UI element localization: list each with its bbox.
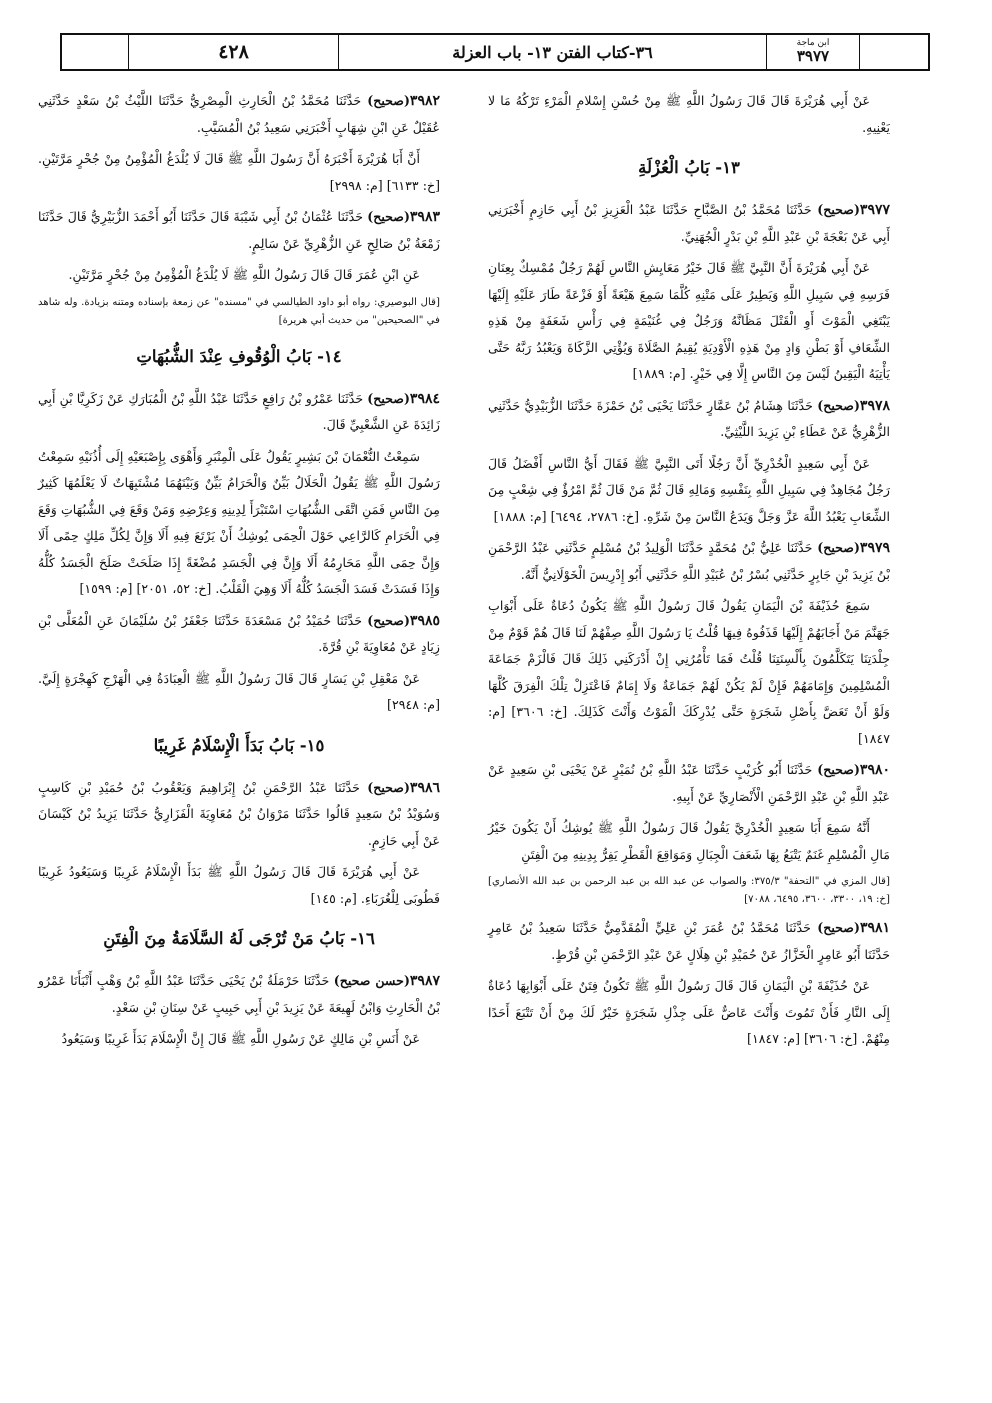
hadith-3985-text: عَنْ مَعْقِلِ بْنِ يَسَارٍ قَالَ قَالَ رَسُولُ اللَّهِ ﷺ الْعِبَادَةُ فِي الْهَرْجِ كَهِجْرَةٍ إِلَيَّ. [م: ٢٩٤٨] [38, 670, 440, 712]
isnad-text: حَدَّثَنَا عَلِيُّ بْنُ مُحَمَّدٍ حَدَّثَنَا الْوَلِيدُ بْنُ مُسْلِمٍ حَدَّثَنِي عَبْدُ الرَّحْمَنِ بْنُ يَزِيدَ بْنِ جَابِرٍ حَدَّثَنِي بُسْرُ بْنُ عُبَيْدِ اللَّهِ حَدَّثَنِي أَبُو إِدْرِيسَ الْخَوْلَانِيُّ أَنَّهُ. [488, 540, 890, 582]
hadith-grade: (صحيح) [367, 209, 410, 224]
hadith-number: ٣٩٨٥ [409, 612, 440, 629]
chapter-heading-14: ١٤- بَابُ الْوُقُوفِ عِنْدَ الشُّبُهَاتِ [136, 346, 342, 366]
hadith-3987-isnad [38, 968, 440, 1021]
hadith-3985-isnad [38, 608, 440, 661]
hadith-3987-text: عَنْ أَنَسِ بْنِ مَالِكٍ عَنْ رَسُولِ اللَّهِ ﷺ قَالَ إِنَّ الْإِسْلَامَ بَدَأَ غَرِيبًا وَسَيَعُودُ [61, 1031, 420, 1046]
isnad-text: حَدَّثَنَا عُثْمَانُ بْنُ أَبِي شَيْبَةَ قَالَ حَدَّثَنَا أَبُو أَحْمَدَ الزُّبَيْرِيُّ قَالَ حَدَّثَنَا زَمْعَةُ بْنُ صَالِحٍ عَنِ الزُّهْرِيِّ عَنْ سَالِمٍ. [38, 209, 440, 251]
hadith-3983-footnote: [قال البوصيري: رواه أبو داود الطيالسي في "مسنده" عن زمعة بإسناده ومتنه بزيادة. وله شاهد في "الصحيحين" من حديث أبي هريرة] [38, 296, 440, 326]
chapter-heading-16: ١٦- بَابُ مَنْ تُرْجَى لَهُ السَّلَامَةُ مِنَ الْفِتَنِ [103, 929, 375, 948]
hadith-grade: (صحيح) [367, 390, 410, 406]
hadith-number: ٣٩٧٧ [859, 202, 890, 218]
isnad-text: حَدَّثَنَا هِشَامُ بْنُ عَمَّارٍ حَدَّثَنَا يَحْيَى بْنُ حَمْزَةَ حَدَّثَنَا الزُّبَيْدِيُّ حَدَّثَنِي الزُّهْرِيُّ عَنْ عَطَاءِ بْنِ يَزِيدَ اللَّيْثِيِّ. [488, 397, 890, 439]
book-name-label: ابن ماجة [796, 38, 830, 49]
header-blank-cell-left [62, 35, 129, 69]
hadith-3978-text: عَنْ أَبِي سَعِيدٍ الْخُدْرِيِّ أَنَّ رَجُلًا أَتَى النَّبِيَّ ﷺ فَقَالَ أَيُّ النَّاسِ أَفْضَلُ قَالَ رَجُلٌ مُجَاهِدٌ فِي سَبِيلِ اللَّهِ بِنَفْسِهِ وَمَالِهِ قَالَ ثُمَّ مَنْ قَالَ ثُمَّ امْرُؤٌ فِي شِعْبٍ مِنَ الشِّعَابِ يَعْبُدُ اللَّهَ عَزَّ وَجَلَّ وَيَدَعُ النَّاسَ مِنْ شَرِّهِ. [خ: ٢٧٨٦، ٦٤٩٤] [م: ١٨٨٨] [488, 455, 890, 524]
hadith-3981-isnad [488, 915, 890, 968]
hadith-3981-text: عَنْ حُذَيْفَةَ بْنِ الْيَمَانِ قَالَ قَالَ رَسُولُ اللَّهِ ﷺ تَكُونُ فِتَنٌ عَلَى أَبْوَابِهَا دُعَاةٌ إِلَى النَّارِ فَأَنْ تَمُوتَ وَأَنْتَ عَاضٌّ عَلَى جِذْلِ شَجَرَةٍ خَيْرٌ لَكَ مِنْ أَنْ تَتْبَعَ أَحَدًا مِنْهُمْ. [خ: ٣٦٠٦] [م: ١٨٤٧] [488, 978, 890, 1046]
right-column [488, 88, 890, 1388]
hadith-range-box [767, 35, 860, 69]
hadith-grade: (صحيح) [367, 612, 410, 628]
left-column [38, 88, 440, 1388]
isnad-text: حَدَّثَنَا عَمْرُو بْنُ رَافِعٍ حَدَّثَنَا عَبْدُ اللَّهِ بْنُ الْمُبَارَكِ عَنْ زَكَرِيَّا بْنِ أَبِي زَائِدَةَ عَنِ الشَّعْبِيِّ قَالَ. [38, 390, 440, 432]
hadith-3980-footnote: [قال المزي في "التحفة" ٣٧٥/٣: والصواب عن عبد الله بن عبد الرحمن بن عبد الله الأنصاري] [خ: ١٩، ٣٣٠٠، ٣٦٠٠، ٦٤٩٥، ٧٠٨٨] [488, 876, 890, 905]
first-hadith-number: ٣٩٧٧ [796, 46, 830, 65]
isnad-text: حَدَّثَنَا مُحَمَّدُ بْنُ الصَّبَّاحِ حَدَّثَنَا عَبْدُ الْعَزِيزِ بْنُ أَبِي حَازِمٍ أَخْبَرَنِي أَبِي عَنْ بَعْجَةَ بْنِ عَبْدِ اللَّهِ بْنِ بَدْرٍ الْجُهَنِيِّ. [488, 202, 890, 244]
hadith-number: ٣٩٨٧ [409, 973, 440, 989]
hadith-3986-isnad [38, 775, 440, 855]
isnad-text: حَدَّثَنَا أَبُو كُرَيْبٍ حَدَّثَنَا عَبْدُ اللَّهِ بْنُ نُمَيْرٍ عَنْ يَحْيَى بْنِ سَعِيدٍ عَنْ عَبْدِ اللَّهِ بْنِ عَبْدِ الرَّحْمَنِ الْأَنْصَارِيِّ عَنْ أَبِيهِ. [488, 762, 890, 804]
hadith-3986-text: عَنْ أَبِي هُرَيْرَةَ قَالَ قَالَ رَسُولُ اللَّهِ ﷺ بَدَأَ الْإِسْلَامُ غَرِيبًا وَسَيَعُودُ غَرِيبًا فَطُوبَى لِلْغُرَبَاءِ. [م: ١٤٥] [38, 864, 440, 906]
hadith-text-continued: عَنْ أَبِي هُرَيْرَةَ قَالَ قَالَ رَسُولُ اللَّهِ ﷺ مِنْ حُسْنِ إِسْلامِ الْمَرْءِ تَرْكُهُ مَا لا يَعْنِيهِ. [488, 93, 890, 135]
hadith-3977-isnad [488, 197, 890, 250]
hadith-grade: (حسن صحيح) [333, 973, 410, 988]
hadith-3977-text: عَنْ أَبِي هُرَيْرَةَ أَنَّ النَّبِيَّ ﷺ قَالَ خَيْرُ مَعَايِشِ النَّاسِ لَهُمْ رَجُلٌ مُمْسِكٌ بِعِنَانِ فَرَسِهِ فِي سَبِيلِ اللَّهِ وَيَطِيرُ عَلَى مَتْنِهِ كُلَّمَا سَمِعَ هَيْعَةً أَوْ فَزْعَةً طَارَ عَلَيْهِ إِلَيْهَا يَبْتَغِي الْمَوْتَ أَوِ الْقَتْلَ مَظَانَّهُ وَرَجُلٌ فِي غُنَيْمَةٍ فِي رَأْسِ شَعَفَةٍ مِنْ هَذِهِ الشِّعَافِ أَوْ بَطْنِ وَادٍ مِنْ هَذِهِ الْأَوْدِيَةِ يُقِيمُ الصَّلَاةَ وَيُؤْتِي الزَّكَاةَ وَيَعْبُدُ رَبَّهُ حَتَّى يَأْتِيَهُ الْيَقِينُ لَيْسَ مِنَ النَّاسِ إِلَّا فِي خَيْرٍ. [م: ١٨٨٩] [488, 260, 890, 381]
hadith-number: ٣٩٨١ [859, 920, 891, 936]
chapter-heading-13: ١٣- بَابُ الْعُزْلَةِ [638, 158, 740, 177]
hadith-number: ٣٩٨٣ [409, 209, 440, 225]
hadith-3980-isnad [488, 757, 890, 810]
hadith-3983-text: عَنِ ابْنِ عُمَرَ قَالَ قَالَ رَسُولُ اللَّهِ ﷺ لَا يُلْدَغُ الْمُؤْمِنُ مِنْ جُحْرٍ مَرَّتَيْنِ. [68, 267, 420, 282]
hadith-number: ٣٩٨٦ [409, 779, 440, 796]
hadith-grade: (صحيح) [817, 202, 860, 217]
header-blank-cell-right [860, 35, 928, 69]
hadith-grade: (صحيح) [817, 397, 860, 413]
hadith-grade: (صحيح) [367, 93, 410, 108]
page-number: ٤٢٨ [129, 35, 339, 69]
isnad-text: حَدَّثَنَا عَبْدُ الرَّحْمَنِ بْنُ إِبْرَاهِيمَ وَيَعْقُوبُ بْنُ حُمَيْدِ بْنِ كَاسِبٍ وَسُوَيْدُ بْنُ سَعِيدٍ قَالُوا حَدَّثَنَا مَرْوَانُ بْنُ مُعَاوِيَةَ الْفَزَارِيُّ حَدَّثَنَا يَزِيدُ بْنُ كَيْسَانَ عَنْ أَبِي حَازِمٍ. [38, 779, 440, 848]
hadith-3983-isnad [38, 204, 440, 257]
isnad-text: حَدَّثَنَا مُحَمَّدُ بْنُ الْحَارِثِ الْمِصْرِيُّ حَدَّثَنَا اللَّيْثُ بْنُ سَعْدٍ حَدَّثَنِي عُقَيْلٌ عَنِ ابْنِ شِهَابٍ أَخْبَرَنِي سَعِيدُ بْنُ الْمُسَيَّبِ. [38, 93, 440, 135]
hadith-grade: (صحيح) [817, 762, 860, 777]
hadith-3984-isnad [38, 386, 440, 439]
hadith-grade: (صحيح) [817, 540, 860, 555]
hadith-number: ٣٩٨٤ [409, 390, 440, 407]
hadith-3982-text: أَنَّ أَبَا هُرَيْرَةَ أَخْبَرَهُ أَنَّ رَسُولَ اللَّهِ ﷺ قَالَ لَا يُلْدَغُ الْمُؤْمِنُ مِنْ جُحْرٍ مَرَّتَيْنِ. [خ: ٦١٣٣] [م: ٢٩٩٨] [38, 151, 440, 193]
hadith-number: ٣٩٨٢ [409, 93, 440, 109]
hadith-grade: (صحيح) [367, 779, 410, 795]
isnad-text: حَدَّثَنَا حَرْمَلَةُ بْنُ يَحْيَى حَدَّثَنَا عَبْدُ اللَّهِ بْنُ وَهْبٍ أَنْبَأَنَا عَمْرُو بْنُ الْحَارِثِ وَابْنُ لَهِيعَةَ عَنْ يَزِيدَ بْنِ أَبِي حَبِيبٍ عَنْ سِنَانِ بْنِ سَعْدٍ. [38, 973, 440, 1015]
running-title: ٣٦-كتاب الفتن ١٣- باب العزلة [339, 35, 767, 69]
hadith-3979-text: سَمِعَ حُذَيْفَةَ بْنَ الْيَمَانِ يَقُولُ قَالَ رَسُولُ اللَّهِ ﷺ يَكُونُ دُعَاةٌ عَلَى أَبْوَابِ جَهَنَّمَ مَنْ أَجَابَهُمْ إِلَيْهَا قَذَفُوهُ فِيهَا قُلْتُ يَا رَسُولَ اللَّهِ صِفْهُمْ لَنَا قَالَ هُمْ قَوْمٌ مِنْ جِلْدَتِنَا يَتَكَلَّمُونَ بِأَلْسِنَتِنَا قُلْتُ فَمَا تَأْمُرُنِي إِنْ أَدْرَكَنِي ذَلِكَ قَالَ فَالْزَمْ جَمَاعَةَ الْمُسْلِمِينَ وَإِمَامَهُمْ فَإِنْ لَمْ يَكُنْ لَهُمْ جَمَاعَةٌ وَلَا إِمَامٌ فَاعْتَزِلْ تِلْكَ الْفِرَقَ كُلَّهَا وَلَوْ أَنْ تَعَضَّ بِأَصْلِ شَجَرَةٍ حَتَّى يُدْرِكَكَ الْمَوْتُ وَأَنْتَ كَذَلِكَ. [خ: ٣٦٠٦] [م: ١٨٤٧] [488, 598, 891, 746]
hadith-3978-isnad [488, 393, 890, 446]
hadith-grade: (صحيح) [817, 920, 860, 935]
hadith-number: ٣٩٨٠ [859, 762, 890, 778]
hadith-3982-isnad [38, 88, 440, 141]
chapter-heading-15: ١٥- بَابُ بَدَأَ الْإِسْلَامُ غَرِيبًا [153, 735, 325, 755]
isnad-text: حَدَّثَنَا حُمَيْدُ بْنُ مَسْعَدَةَ حَدَّثَنَا جَعْفَرُ بْنُ سُلَيْمَانَ عَنِ الْمُعَلَّى بْنِ زِيَادٍ عَنْ مُعَاوِيَةَ بْنِ قُرَّةَ. [38, 612, 440, 654]
hadith-3984-text: سَمِعْتُ النُّعْمَانَ بْنَ بَشِيرٍ يَقُولُ عَلَى الْمِنْبَرِ وَأَهْوَى بِإِصْبَعَيْهِ إِلَى أُذُنَيْهِ سَمِعْتُ رَسُولَ اللَّهِ ﷺ يَقُولُ الْحَلَالُ بَيِّنٌ وَالْحَرَامُ بَيِّنٌ وَبَيْنَهُمَا مُشْتَبِهَاتٌ لَا يَعْلَمُهَا كَثِيرٌ مِنَ النَّاسِ فَمَنِ اتَّقَى الشُّبُهَاتِ اسْتَبْرَأَ لِدِينِهِ وَعِرْضِهِ وَمَنْ وَقَعَ فِي الشُّبُهَاتِ وَقَعَ فِي الْحَرَامِ كَالرَّاعِي حَوْلَ الْحِمَى يُوشِكُ أَنْ يَرْتَعَ فِيهِ أَلَا وَإِنَّ لِكُلِّ مَلِكٍ حِمًى أَلَا وَإِنَّ حِمَى اللَّهِ مَحَارِمُهُ أَلَا وَإِنَّ فِي الْجَسَدِ مُضْغَةً إِذَا صَلَحَتْ صَلَحَ الْجَسَدُ كُلُّهُ وَإِذَا فَسَدَتْ فَسَدَ الْجَسَدُ كُلُّهُ أَلَا وَهِيَ الْقَلْبُ. [خ: ٥٢، ٢٠٥١] [م: ١٥٩٩] [38, 448, 440, 596]
hadith-3979-isnad [488, 535, 890, 588]
page-header [60, 33, 930, 71]
isnad-text: حَدَّثَنَا مُحَمَّدُ بْنُ عُمَرَ بْنِ عَلِيٍّ الْمُقَدَّمِيُّ حَدَّثَنَا سَعِيدُ بْنُ عَامِرٍ حَدَّثَنَا أَبُو عَامِرٍ الْخَزَّازُ عَنْ حُمَيْدِ بْنِ هِلَالٍ عَنْ عَبْدِ الرَّحْمَنِ بْنِ قُرْطٍ. [488, 920, 890, 962]
hadith-3980-text: أَنَّهُ سَمِعَ أَبَا سَعِيدٍ الْخُدْرِيَّ يَقُولُ قَالَ رَسُولُ اللَّهِ ﷺ يُوشِكُ أَنْ يَكُونَ خَيْرُ مَالِ الْمُسْلِمِ غَنَمٌ يَتْبَعُ بِهَا شَعَفَ الْجِبَالِ وَمَوَاقِعَ الْقَطْرِ يَفِرُّ بِدِينِهِ مِنَ الْفِتَنِ [488, 820, 890, 862]
hadith-number: ٣٩٧٩ [859, 540, 890, 556]
hadith-number: ٣٩٧٨ [859, 397, 890, 414]
